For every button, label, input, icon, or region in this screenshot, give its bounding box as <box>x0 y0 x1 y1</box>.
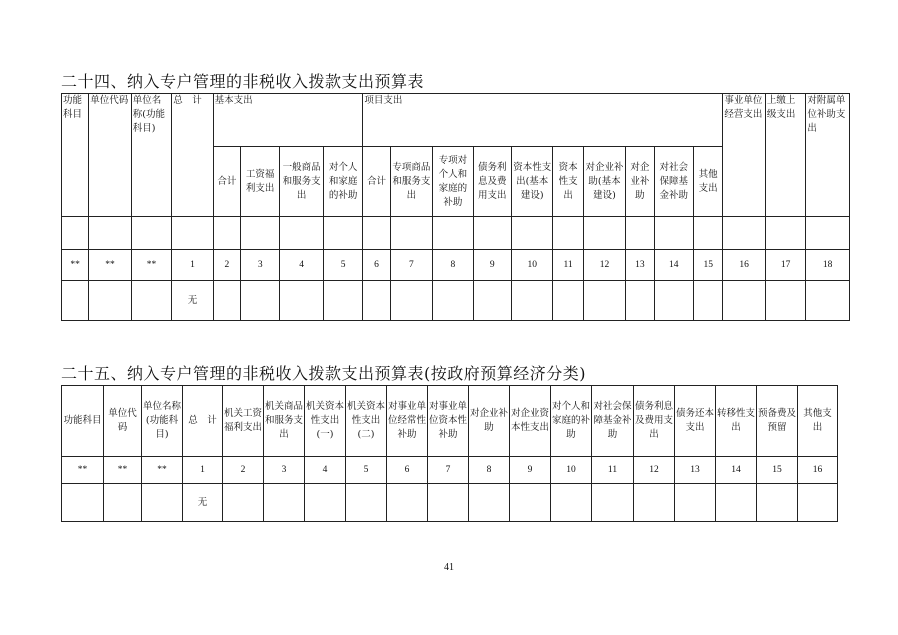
t1-blank-cell <box>654 217 693 250</box>
t2-header: 对个人和家庭的补助 <box>551 386 592 457</box>
table2 <box>61 385 838 522</box>
t1-code-cell: 6 <box>363 250 390 281</box>
t2-data-cell <box>634 484 675 522</box>
t1-project-sub: 合计 <box>363 147 390 217</box>
t1-data-cell <box>553 281 583 321</box>
t1-blank-cell <box>89 217 131 250</box>
t1-data-cell <box>511 281 552 321</box>
t1-code-cell: 1 <box>172 250 213 281</box>
t2-data-cell <box>510 484 551 522</box>
t1-data-cell <box>473 281 511 321</box>
t1-data-cell <box>323 281 362 321</box>
t2-code-cell: 1 <box>183 457 223 484</box>
t1-data-cell <box>583 281 625 321</box>
t1-blank-cell <box>806 217 850 250</box>
t2-header: 机关资本性支出(一) <box>305 386 346 457</box>
t1-code-cell: 15 <box>693 250 722 281</box>
t2-code-cell: 16 <box>798 457 838 484</box>
t2-data-cell <box>798 484 838 522</box>
t2-code-cell: 8 <box>469 457 510 484</box>
t2-data-cell <box>675 484 716 522</box>
t1-data-cell <box>723 281 765 321</box>
t1-data-cell <box>89 281 131 321</box>
t1-data-cell <box>806 281 850 321</box>
t2-code-cell: 10 <box>551 457 592 484</box>
t1-code-cell: 4 <box>280 250 323 281</box>
t1-code-cell: 7 <box>390 250 432 281</box>
t1-blank-cell <box>765 217 805 250</box>
t2-header: 单位代码 <box>104 386 142 457</box>
t1-project-sub: 对企业补助 <box>626 147 654 217</box>
t1-blank-cell <box>240 217 279 250</box>
t2-header: 债务利息及费用支出 <box>634 386 675 457</box>
t1-blank-cell <box>213 217 240 250</box>
t1-data-cell <box>626 281 654 321</box>
t1-data-cell <box>240 281 279 321</box>
t1-header-public: 事业单位经营支出 <box>723 94 765 217</box>
t1-basic-sub: 一般商品和服务支出 <box>280 147 323 217</box>
t2-header: 对事业单位资本性补助 <box>428 386 469 457</box>
t1-data-cell <box>280 281 323 321</box>
t1-data-cell <box>62 281 89 321</box>
t2-data-cell <box>387 484 428 522</box>
t1-data-cell <box>213 281 240 321</box>
t1-project-sub: 对社会保障基金补助 <box>654 147 693 217</box>
t2-code-cell: 13 <box>675 457 716 484</box>
t2-header: 债务还本支出 <box>675 386 716 457</box>
t1-code-cell: 3 <box>240 250 279 281</box>
t2-data-cell <box>305 484 346 522</box>
t1-basic-sub: 合计 <box>213 147 240 217</box>
t2-header: 对事业单位经常性补助 <box>387 386 428 457</box>
t2-header: 机关工资福利支出 <box>223 386 264 457</box>
t1-blank-cell <box>583 217 625 250</box>
t1-code-cell: ** <box>131 250 171 281</box>
table2-title: 二十五、纳入专户管理的非税收入拨款支出预算表(按政府预算经济分类) <box>61 364 586 383</box>
t2-empty-mark: 无 <box>183 484 223 522</box>
t2-data-cell <box>716 484 757 522</box>
t1-code-cell: 5 <box>323 250 362 281</box>
t2-header: 功能科目 <box>62 386 104 457</box>
t1-project-sub: 对企业补助(基本建设) <box>583 147 625 217</box>
t2-header: 转移性支出 <box>716 386 757 457</box>
t2-code-cell: 12 <box>634 457 675 484</box>
t2-data-cell <box>62 484 104 522</box>
t1-blank-cell <box>511 217 552 250</box>
t2-header: 预备费及预留 <box>757 386 798 457</box>
t1-code-cell: 16 <box>723 250 765 281</box>
t1-blank-cell <box>280 217 323 250</box>
t1-blank-cell <box>433 217 473 250</box>
t2-code-cell: 14 <box>716 457 757 484</box>
t1-project-sub: 债务利息及费用支出 <box>473 147 511 217</box>
t1-data-cell <box>693 281 722 321</box>
t2-data-cell <box>264 484 305 522</box>
t1-data-cell <box>131 281 171 321</box>
t2-code-cell: 4 <box>305 457 346 484</box>
t1-blank-cell <box>553 217 583 250</box>
t1-blank-cell <box>626 217 654 250</box>
t2-header: 对企业资本性支出 <box>510 386 551 457</box>
t2-header: 机关商品和服务支出 <box>264 386 305 457</box>
t2-code-cell: 5 <box>346 457 387 484</box>
t2-data-cell <box>346 484 387 522</box>
t1-header-upper: 上缴上级支出 <box>765 94 805 217</box>
t1-header-total: 总 计 <box>172 94 213 217</box>
t2-header: 对社会保障基金补助 <box>592 386 634 457</box>
t2-data-cell <box>104 484 142 522</box>
t1-blank-cell <box>172 217 213 250</box>
t2-code-cell: 11 <box>592 457 634 484</box>
t1-code-cell: ** <box>62 250 89 281</box>
t1-blank-cell <box>323 217 362 250</box>
t1-project-sub: 资本性支出 <box>553 147 583 217</box>
t1-data-cell <box>390 281 432 321</box>
t2-header: 对企业补助 <box>469 386 510 457</box>
t2-header: 机关资本性支出(二) <box>346 386 387 457</box>
t2-data-cell <box>757 484 798 522</box>
t1-basic-sub: 对个人和家庭的补助 <box>323 147 362 217</box>
t1-blank-cell <box>131 217 171 250</box>
t1-data-cell <box>654 281 693 321</box>
t2-data-cell <box>469 484 510 522</box>
t2-code-cell: 6 <box>387 457 428 484</box>
t1-header-project: 项目支出 <box>363 94 723 147</box>
t2-code-cell: 2 <box>223 457 264 484</box>
table1 <box>61 93 850 321</box>
t2-header: 单位名称(功能科目) <box>142 386 183 457</box>
t1-basic-sub: 工资福利支出 <box>240 147 279 217</box>
t2-code-cell: 9 <box>510 457 551 484</box>
t1-code-cell: 2 <box>213 250 240 281</box>
t2-code-cell: ** <box>104 457 142 484</box>
t1-header-unit-name: 单位名称(功能科目) <box>131 94 171 217</box>
page-number: 41 <box>444 562 454 573</box>
t1-project-sub: 资本性支出(基本建设) <box>511 147 552 217</box>
t2-data-cell <box>551 484 592 522</box>
t1-blank-cell <box>723 217 765 250</box>
t2-data-cell <box>142 484 183 522</box>
t1-code-cell: 8 <box>433 250 473 281</box>
t1-code-cell: 11 <box>553 250 583 281</box>
t1-code-cell: 13 <box>626 250 654 281</box>
t1-project-sub: 其他支出 <box>693 147 722 217</box>
t2-header: 其他支出 <box>798 386 838 457</box>
t1-empty-mark: 无 <box>172 281 213 321</box>
t1-header-unit-code: 单位代码 <box>89 94 131 217</box>
t1-blank-cell <box>363 217 390 250</box>
t2-data-cell <box>592 484 634 522</box>
t2-header: 总 计 <box>183 386 223 457</box>
t2-code-cell: 15 <box>757 457 798 484</box>
t1-code-cell: 18 <box>806 250 850 281</box>
t1-header-basic: 基本支出 <box>213 94 363 147</box>
t1-data-cell <box>433 281 473 321</box>
t1-header-subsid: 对附属单位补助支出 <box>806 94 850 217</box>
t1-code-cell: 17 <box>765 250 805 281</box>
t1-blank-cell <box>473 217 511 250</box>
t1-data-cell <box>363 281 390 321</box>
t1-code-cell: 10 <box>511 250 552 281</box>
t2-code-cell: ** <box>142 457 183 484</box>
t2-code-cell: 3 <box>264 457 305 484</box>
t2-code-cell: ** <box>62 457 104 484</box>
table1-title: 二十四、纳入专户管理的非税收入拨款支出预算表 <box>61 72 425 91</box>
t2-data-cell <box>223 484 264 522</box>
t1-code-cell: 9 <box>473 250 511 281</box>
t1-code-cell: 14 <box>654 250 693 281</box>
t1-code-cell: ** <box>89 250 131 281</box>
t1-blank-cell <box>693 217 722 250</box>
t1-blank-cell <box>62 217 89 250</box>
t1-header-func: 功能科目 <box>62 94 89 217</box>
t2-data-cell <box>428 484 469 522</box>
t1-project-sub: 专项对个人和家庭的补助 <box>433 147 473 217</box>
t1-data-cell <box>765 281 805 321</box>
t2-code-cell: 7 <box>428 457 469 484</box>
t1-project-sub: 专项商品和服务支出 <box>390 147 432 217</box>
t1-blank-cell <box>390 217 432 250</box>
t1-code-cell: 12 <box>583 250 625 281</box>
